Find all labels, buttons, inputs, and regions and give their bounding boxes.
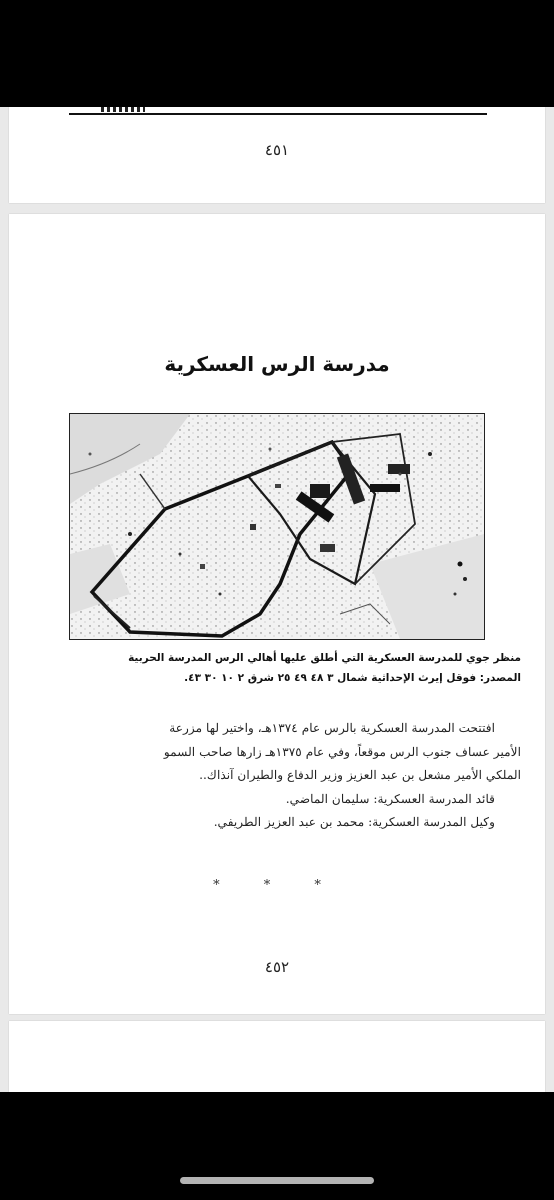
document-viewer[interactable] (0, 107, 554, 1092)
deputy-line: وكيل المدرسة العسكرية: محمد بن عبد العزيز الطريفي. (213, 815, 495, 829)
current-page-number: ٤٥٢ (264, 958, 290, 976)
previous-page-number: ٤٥١ (264, 141, 290, 159)
body-paragraph-line: افتتحت المدرسة العسكرية بالرس عام ١٣٧٤هـ، واختير لها مزرعة (169, 721, 495, 735)
previous-page[interactable] (9, 107, 545, 203)
body-paragraph-line: الأمير عساف جنوب الرس موقعاً، وفي عام ١٣٧٥هـ زارها صاحب السمو (163, 744, 521, 759)
commander-line: قائد المدرسة العسكرية: سليمان الماضي. (285, 791, 495, 806)
body-text (37, 717, 521, 835)
caption-line: منظر جوي للمدرسة العسكرية التي أطلق عليها أهالي الرس المدرسة الحربية (128, 652, 521, 664)
page-title: مدرسة الرس العسكرية (164, 352, 390, 376)
previous-page-marks (101, 107, 145, 112)
status-bar-area (0, 0, 554, 107)
body-paragraph-line: الملكي الأمير مشعل بن عبد العزيز وزير الدفاع والطيران آنذاك.. (199, 768, 521, 782)
photo-caption (41, 648, 521, 688)
aerial-photo (69, 413, 485, 640)
section-separator: * * * (213, 878, 341, 893)
current-page[interactable] (9, 214, 545, 1014)
previous-page-rule (69, 113, 487, 115)
home-indicator[interactable] (180, 1177, 374, 1184)
next-page[interactable] (9, 1021, 545, 1092)
caption-source-line: المصدر: فوقل إيرث الإحداثية شمال ٣ ٤٨ ٤٩ ٢٥ شرق ٢ ١٠ ٣٠ ٤٣. (184, 672, 521, 684)
